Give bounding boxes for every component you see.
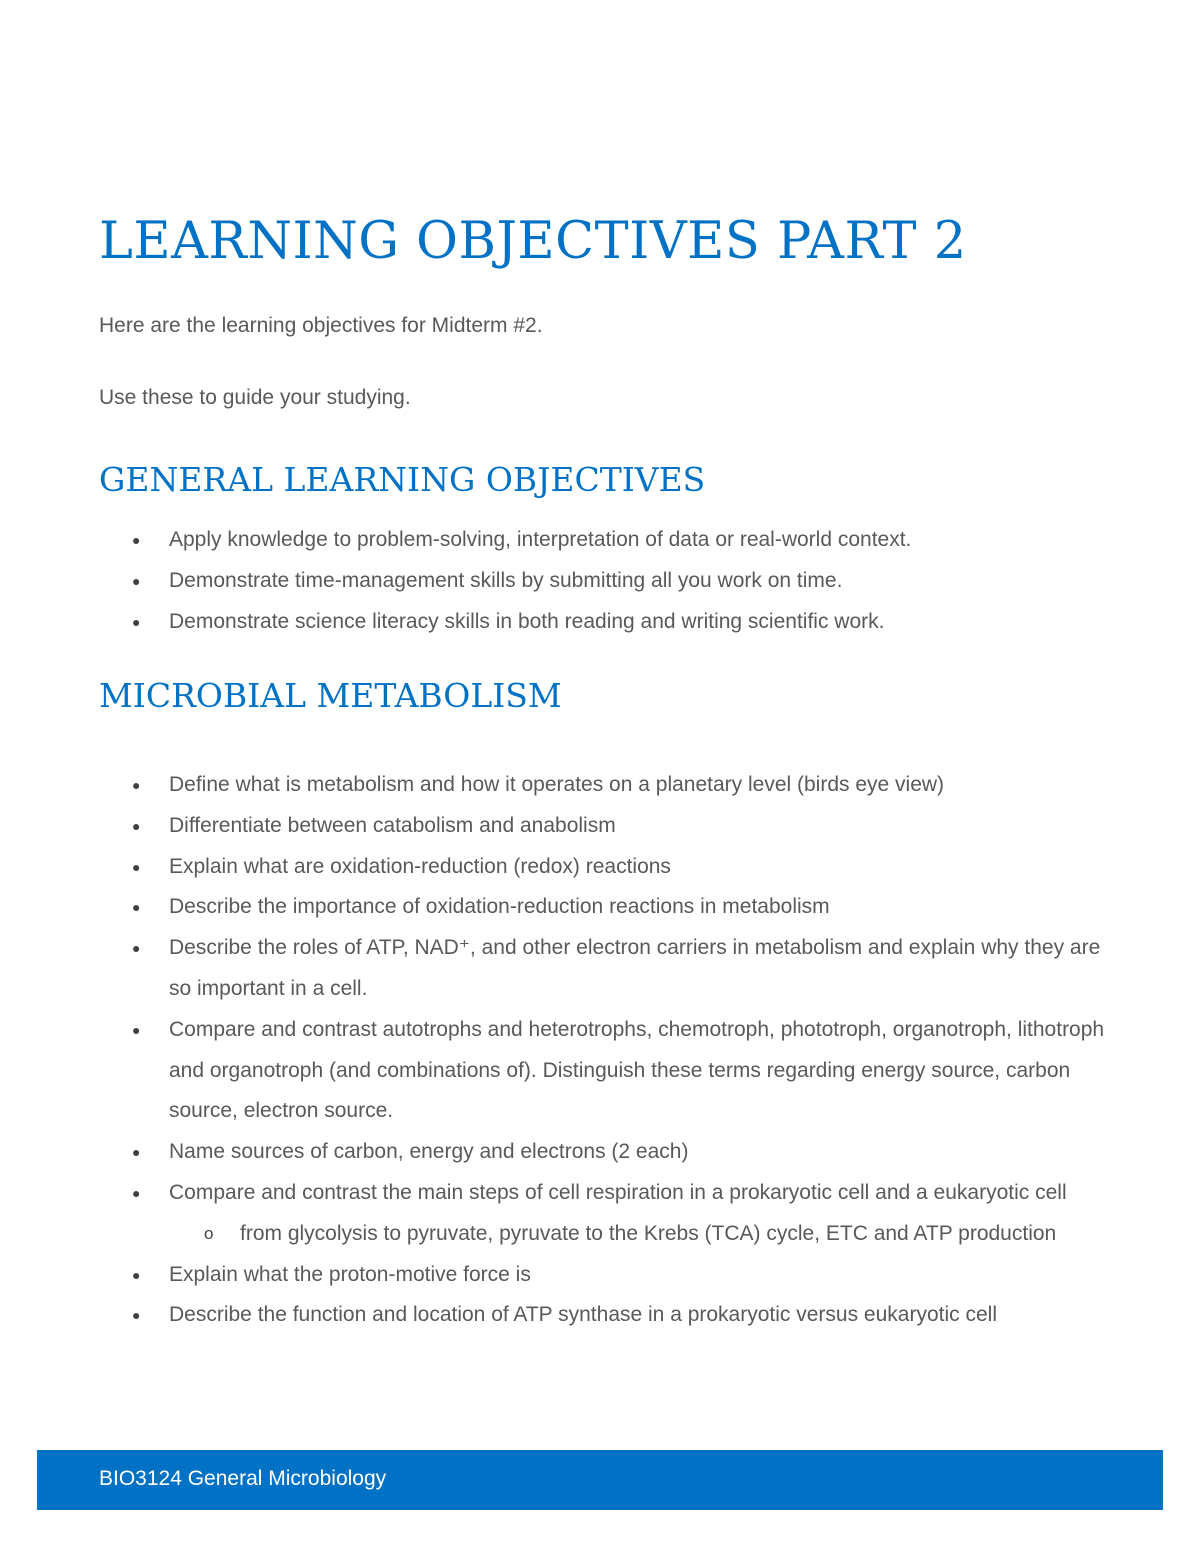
list-item-text: Describe the importance of oxidation-reduction reactions in metabolism — [169, 895, 830, 919]
bullet-icon: ● — [132, 613, 141, 630]
bullet-icon: ● — [132, 1021, 141, 1038]
footer-course-name: BIO3124 General Microbiology — [99, 1467, 387, 1490]
list-item — [0, 1173, 1109, 1255]
list-item-text: Compare and contrast autotrophs and heterotrophs, chemotroph, phototroph, organotroph, lithotroph and organotroph (and combinations of). Distinguish these terms regarding energy source, carbon source, electron source. — [169, 1017, 1105, 1123]
metabolism-objectives-list — [0, 765, 1109, 1336]
list-item-text: Apply knowledge to problem-solving, interpretation of data or real-world context. — [169, 528, 912, 551]
bullet-icon: ● — [132, 858, 141, 875]
list-item — [0, 887, 1109, 928]
intro-text-studying: Use these to guide your studying. — [99, 386, 411, 409]
general-objectives-list — [0, 520, 1109, 642]
bullet-icon: ● — [132, 940, 141, 957]
list-item — [0, 602, 1109, 643]
list-item-text: Demonstrate science literacy skills in both reading and writing scientific work. — [169, 609, 885, 633]
bullet-icon: ● — [132, 1266, 141, 1283]
list-item — [0, 1255, 1109, 1296]
bullet-icon: ● — [132, 817, 141, 834]
bullet-icon: ● — [132, 1184, 141, 1201]
sub-list-item — [0, 1214, 1110, 1255]
list-item — [0, 847, 1109, 888]
bullet-icon: ● — [132, 1307, 141, 1324]
list-item-text: Define what is metabolism and how it operates on a planetary level (birds eye view) — [169, 773, 945, 796]
intro-text-midterm: Here are the learning objectives for Midterm #2. — [99, 314, 543, 337]
section-heading-metabolism: MICROBIAL METABOLISM — [99, 676, 562, 715]
list-item — [0, 1132, 1109, 1173]
list-item-text: Describe the roles of ATP, NAD⁺, and other electron carriers in metabolism and explain why they are so important in a cell. — [169, 936, 1101, 1000]
footer-bar — [37, 1450, 1163, 1510]
respiration-sublist — [169, 1214, 1109, 1255]
list-item — [0, 1010, 1109, 1132]
sub-bullet-icon: o — [204, 1223, 214, 1243]
bullet-icon: ● — [132, 572, 141, 589]
list-item — [0, 806, 1109, 847]
list-item — [0, 765, 1109, 806]
bullet-icon: ● — [132, 532, 141, 548]
list-item-text: Name sources of carbon, energy and electrons (2 each) — [169, 1140, 689, 1164]
list-item-text: Describe the function and location of ATP synthase in a prokaryotic versus eukaryotic cell — [169, 1303, 997, 1327]
list-item — [0, 520, 1109, 561]
list-item — [0, 561, 1109, 602]
page-title: LEARNING OBJECTIVES PART 2 — [99, 212, 967, 271]
bullet-icon: ● — [132, 777, 141, 793]
section-heading-general: GENERAL LEARNING OBJECTIVES — [99, 460, 706, 499]
list-item-text: Explain what the proton-motive force is — [169, 1262, 531, 1286]
list-item-text: Compare and contrast the main steps of cell respiration in a prokaryotic cell and a eukaryotic cell — [169, 1180, 1067, 1204]
list-item — [0, 1295, 1109, 1336]
sub-list-item-text: from glycolysis to pyruvate, pyruvate to the Krebs (TCA) cycle, ETC and ATP production — [240, 1221, 1057, 1245]
list-item — [0, 928, 1109, 1010]
list-item-text: Explain what are oxidation-reduction (redox) reactions — [169, 854, 671, 878]
bullet-icon: ● — [132, 1144, 141, 1161]
list-item-text: Differentiate between catabolism and anabolism — [169, 813, 616, 837]
bullet-icon: ● — [132, 899, 141, 916]
list-item-text: Demonstrate time-management skills by submitting all you work on time. — [169, 568, 843, 592]
